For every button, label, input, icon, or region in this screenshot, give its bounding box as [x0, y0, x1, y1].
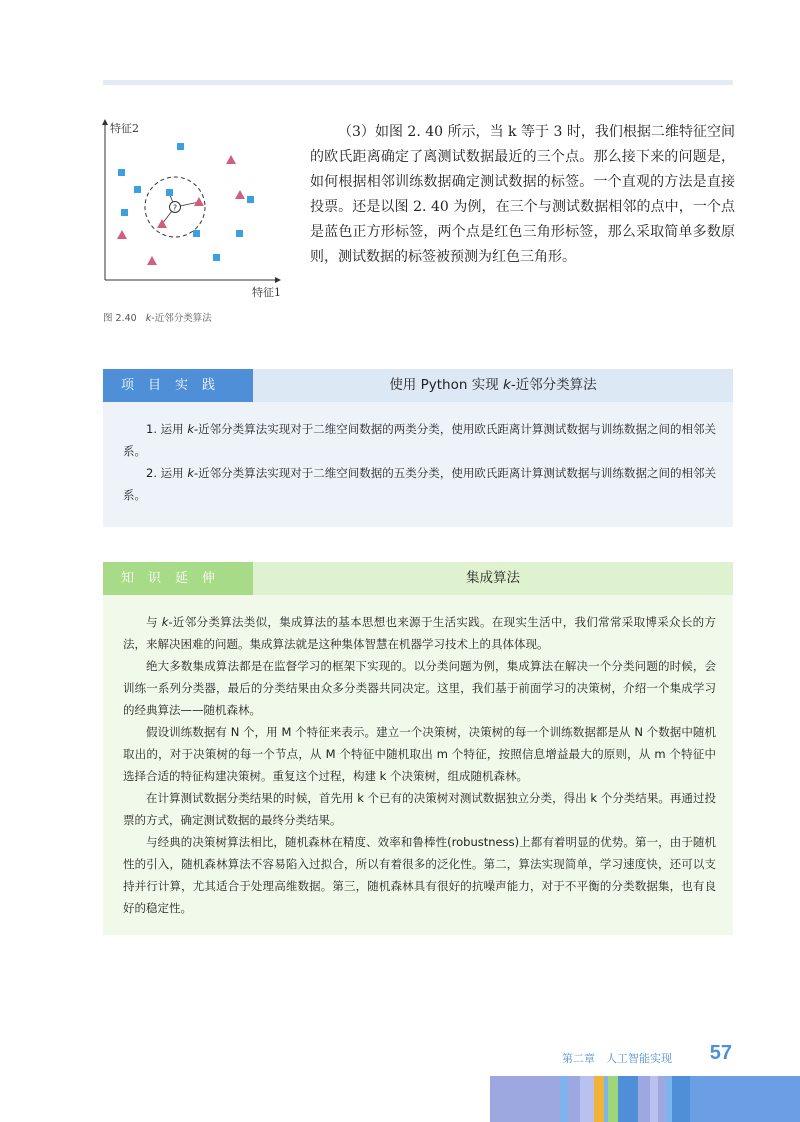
title-post: -近邻分类算法 [510, 377, 597, 393]
y-axis-label: 特征2 [110, 122, 139, 135]
triangle-point [157, 219, 167, 228]
paragraph: 假设训练数据有 N 个，用 M 个特征来表示。建立一个决策树，决策树的每一个训练数据都是从 N 个数据中随机取出的，对于决策树的每一个节点，从 M 个特征中随机取出 m 个特征，按照信息增益最大的原则，从 m 个特征中选择合适的特征构建决策树。重复这个过程，构建 k 个决策树，组成随机森林。 [123, 725, 716, 783]
paragraph: 绝大多数集成算法都是在监督学习的框架下实现的。以分类问题为例，集成算法在解决一个分类问题的时候，会训练一系列分类器，最后的分类结果由众多分类器共同决定。这里，我们基于前面学习的决策树，介绍一个集成学习的经典算法——随机森林。 [123, 659, 716, 717]
title-k: k [502, 377, 511, 393]
project-practice-list [123, 418, 716, 506]
project-practice-label: 项目实践 [103, 369, 253, 402]
paragraph: 在计算测试数据分类结果的时候，首先用 k 个已有的决策树对测试数据独立分类，得出 k 个分类结果。再通过投票的方式，确定测试数据的最终分类结果。 [123, 791, 716, 827]
body-paragraph-3: （3）如图 2. 40 所示，当 k 等于 3 时，我们根据二维特征空间的欧氏距离确定了离测试数据最近的三个点。那么接下来的问题是，如何根据相邻训练数据确定测试数据的标签。一个直观的方法是直接投票。还是以图 2. 40 为例，在三个与测试数据相邻的点中，一个点是蓝色正方形标签，两个点是红色三角形标签，那么采取简单多数原则，测试数据的标签被预测为红色三角形。 [310, 124, 735, 265]
paragraph: 与 k-近邻分类算法类似，集成算法的基本思想也来源于生活实践。在现实生活中，我们常常采取博采众长的方法，来解决困难的问题。集成算法就是这种集体智慧在机器学习技术上的具体体现。 [123, 615, 716, 651]
triangle-point [226, 155, 236, 164]
title-pre: 使用 Python 实现 [389, 377, 503, 393]
square-point [121, 209, 128, 216]
knowledge-extension-header [103, 562, 733, 595]
footer-chapter-title: 第二章 人工智能实现 [562, 1052, 672, 1065]
square-point [236, 230, 243, 237]
triangle-point [147, 256, 157, 265]
list-item: 2. 运用 k-近邻分类算法实现对于二维空间数据的五类分类，使用欧氏距离计算测试数据与训练数据之间的相邻关系。 [123, 466, 716, 502]
square-point [134, 186, 141, 193]
project-practice-title [253, 369, 733, 402]
knn-scatter-figure [100, 118, 285, 298]
x-axis-label: 特征1 [252, 286, 281, 299]
project-practice-header [103, 369, 733, 402]
knowledge-extension-title: 集成算法 [253, 562, 733, 595]
knowledge-extension-label: 知识延伸 [103, 562, 253, 595]
caption-number: 图 2.40 [103, 313, 137, 324]
triangle-point [117, 230, 127, 239]
square-point [118, 169, 125, 176]
query-point-label: ? [172, 203, 178, 213]
list-item: 1. 运用 k-近邻分类算法实现对于二维空间数据的两类分类，使用欧氏距离计算测试数据与训练数据之间的相邻关系。 [123, 422, 716, 458]
triangle-point [194, 197, 204, 206]
paragraph: 与经典的决策树算法相比，随机森林在精度、效率和鲁棒性(robustness)上都有着明显的优势。第一，由于随机性的引入，随机森林算法不容易陷入过拟合，所以有着很多的泛化性。第二，算法实现简单，学习速度快，还可以支持并行计算，尤其适合于处理高维数据。第三，随机森林具有很好的抗噪声能力，对于不平衡的分类数据集，也有良好的稳定性。 [123, 835, 716, 915]
decorative-stripes [490, 1076, 800, 1122]
figure-caption [103, 310, 212, 324]
knowledge-extension-text [123, 611, 716, 919]
square-point [213, 254, 220, 261]
scatter-plot [100, 118, 285, 298]
square-point [166, 189, 173, 196]
square-point [193, 230, 200, 237]
triangle-point [235, 190, 245, 199]
page-number: 57 [709, 1042, 732, 1064]
square-point [247, 196, 254, 203]
header-rule [103, 80, 733, 85]
caption-k: k [145, 313, 152, 324]
caption-text: -近邻分类算法 [151, 313, 212, 324]
square-point [177, 143, 184, 150]
